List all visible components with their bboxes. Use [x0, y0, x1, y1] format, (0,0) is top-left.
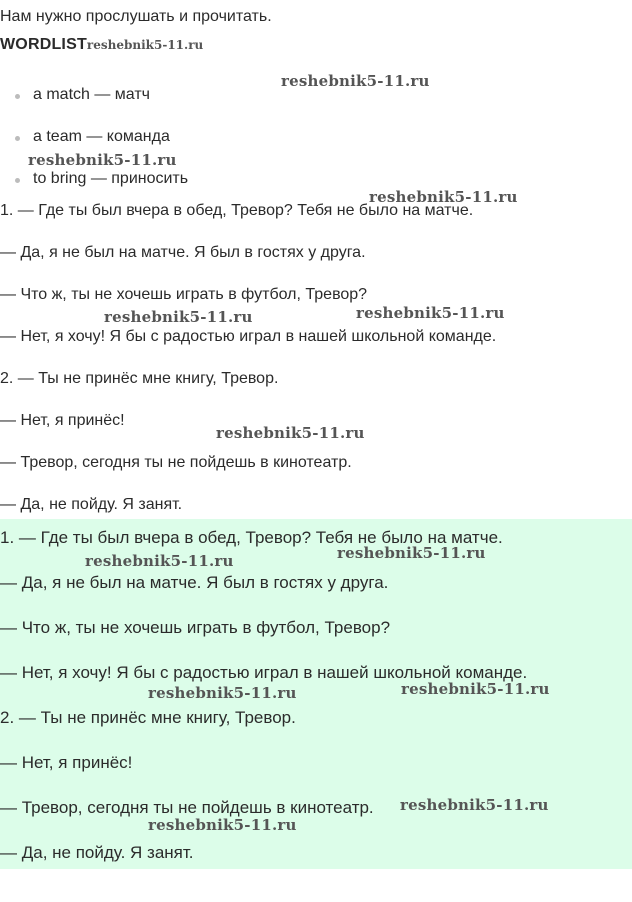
list-item: to bring — приносить [33, 170, 189, 187]
dialogue-line: — Что ж, ты не хочешь играть в футбол, Тревор? [0, 286, 368, 303]
watermark: reshebnik5-11.ru [337, 544, 486, 562]
answer-line: — Да, я не был на матче. Я был в гостях у друга. [0, 573, 389, 592]
wordlist-heading [0, 36, 203, 54]
dialogue-line: — Да, я не был на матче. Я был в гостях у друга. [0, 244, 366, 261]
watermark: reshebnik5-11.ru [104, 308, 253, 326]
watermark: reshebnik5-11.ru [356, 304, 505, 322]
watermark: reshebnik5-11.ru [369, 188, 518, 206]
answer-line: 2. — Ты не принёс мне книгу, Тревор. [0, 708, 296, 727]
watermark: reshebnik5-11.ru [28, 151, 177, 169]
bullet-icon [15, 94, 20, 99]
intro-text: Нам нужно прослушать и прочитать. [0, 8, 272, 25]
bullet-icon [15, 136, 20, 141]
dialogue-line: 1. — Где ты был вчера в обед, Тревор? Тебя не было на матче. [0, 202, 474, 219]
watermark: reshebnik5-11.ru [148, 816, 297, 834]
dialogue-line: 2. — Ты не принёс мне книгу, Тревор. [0, 370, 279, 387]
wordlist-title: WORDLIST [0, 36, 87, 53]
dialogue-line: — Тревор, сегодня ты не пойдешь в кинотеатр. [0, 454, 352, 471]
answer-line: — Нет, я хочу! Я бы с радостью играл в нашей школьной команде. [0, 663, 528, 682]
wordlist-suffix: reshebnik5-11.ru [86, 38, 204, 52]
dialogue-line: — Да, не пойду. Я занят. [0, 496, 183, 513]
list-item: a match — матч [33, 86, 151, 103]
watermark: reshebnik5-11.ru [85, 552, 234, 570]
dialogue-line: — Нет, я хочу! Я бы с радостью играл в нашей школьной команде. [0, 328, 497, 345]
answer-line: — Да, не пойду. Я занят. [0, 843, 194, 862]
watermark: reshebnik5-11.ru [216, 424, 365, 442]
answer-line: — Нет, я принёс! [0, 753, 133, 772]
bullet-icon [15, 178, 20, 183]
dialogue-line: — Нет, я принёс! [0, 412, 125, 429]
watermark: reshebnik5-11.ru [281, 72, 430, 90]
watermark: reshebnik5-11.ru [401, 680, 550, 698]
watermark: reshebnik5-11.ru [148, 684, 297, 702]
answer-line: — Что ж, ты не хочешь играть в футбол, Тревор? [0, 618, 391, 637]
answer-line: 1. — Где ты был вчера в обед, Тревор? Тебя не было на матче. [0, 528, 503, 547]
answer-line: — Тревор, сегодня ты не пойдешь в кинотеатр. [0, 798, 374, 817]
list-item: a team — команда [33, 128, 170, 145]
watermark: reshebnik5-11.ru [400, 796, 549, 814]
